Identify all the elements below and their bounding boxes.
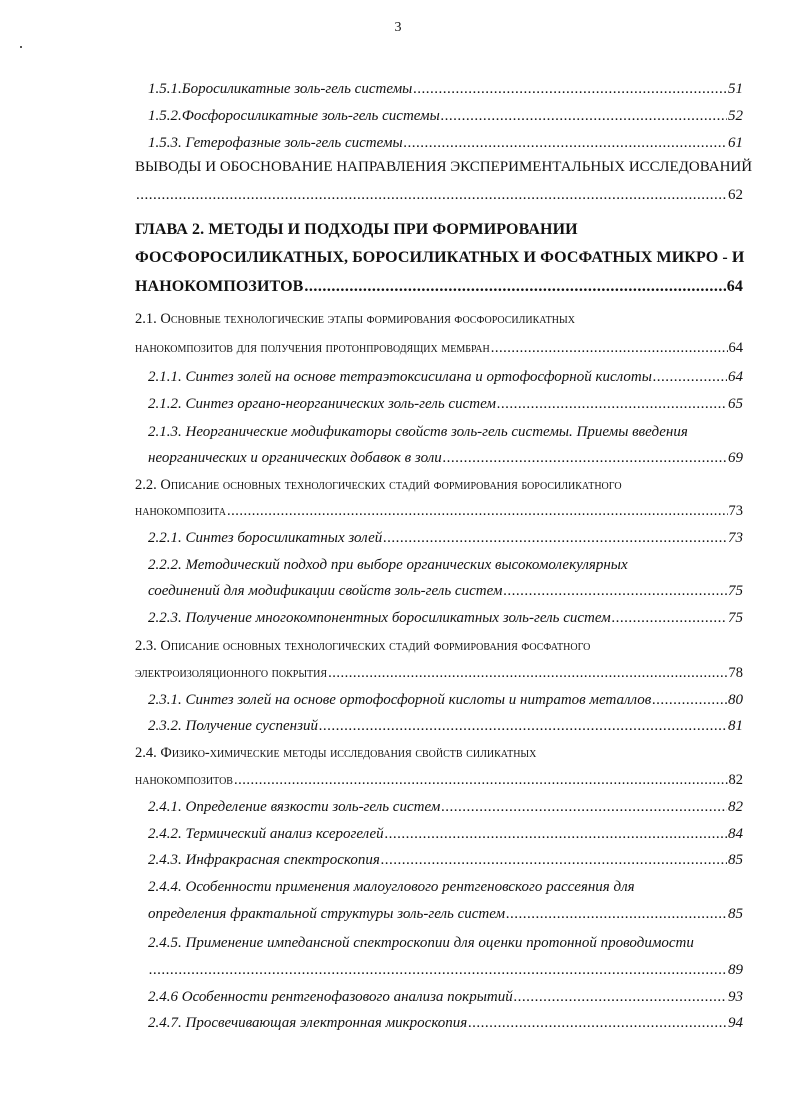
toc-section-2-2-line2[interactable] (135, 502, 743, 520)
toc-entry-title: соединений для модификации свойств золь-гель систем (148, 583, 503, 599)
toc-page: 82 (728, 772, 743, 788)
toc-entry-2-4-1[interactable] (148, 798, 743, 816)
chapter-title: НАНОКОМПОЗИТОВ (135, 278, 304, 295)
toc-entry-2-4-7[interactable] (148, 1014, 743, 1032)
dot-leader (136, 186, 727, 204)
toc-entry-title: 2.3.2. Получение суспензий (148, 718, 318, 734)
toc-section-2-4-line2[interactable] (135, 771, 743, 789)
toc-page: 65 (728, 396, 743, 412)
toc-entry-1-5-1[interactable] (148, 80, 743, 98)
dot-leader (441, 107, 727, 125)
toc-entry-title: нанокомпозита (135, 503, 226, 519)
toc-page: 93 (728, 989, 743, 1005)
dot-leader (506, 905, 727, 923)
toc-entry-title: 2.2. Описание основных технологических стадий формирования боросиликатного (135, 477, 622, 493)
dot-leader (612, 609, 727, 627)
toc-page: 85 (728, 906, 743, 922)
dot-leader (503, 582, 727, 600)
toc-chapter2-line3[interactable] (135, 278, 743, 296)
toc-section-2-3-line1[interactable] (135, 637, 743, 655)
toc-page: 80 (728, 692, 743, 708)
dot-leader (227, 502, 728, 520)
toc-entry-1-5-2[interactable] (148, 107, 743, 125)
dot-leader (383, 529, 727, 547)
chapter-title: ГЛАВА 2. МЕТОДЫ И ПОДХОДЫ ПРИ ФОРМИРОВАНИИ (135, 221, 578, 238)
scan-speck (20, 46, 22, 48)
dot-leader (497, 395, 727, 413)
toc-entry-2-4-6[interactable] (148, 988, 743, 1006)
dot-leader (653, 368, 727, 386)
toc-entry-title: 2.4.5. Применение импедансной спектроскопии для оценки протонной проводимости (148, 935, 694, 951)
toc-section-2-4-line1[interactable] (135, 744, 743, 762)
dot-leader (413, 80, 727, 98)
toc-entry-title: 2.4. Физико-химические методы исследования свойств силикатных (135, 745, 537, 761)
toc-entry-title: нанокомпозитов (135, 772, 233, 788)
toc-page: 75 (728, 610, 743, 626)
toc-section-2-1-line1[interactable] (135, 310, 743, 328)
toc-page: 69 (728, 450, 743, 466)
dot-leader (234, 771, 728, 789)
toc-entry-title: 1.5.2.Фосфоросиликатные золь-гель системы (148, 108, 440, 124)
toc-section-2-3-line2[interactable] (135, 664, 743, 682)
toc-entry-2-2-3[interactable] (148, 609, 743, 627)
toc-entry-title: 2.4.1. Определение вязкости золь-гель систем (148, 799, 441, 815)
toc-section-2-1-line2[interactable] (135, 339, 743, 357)
toc-entry-title: 2.3.1. Синтез золей на основе ортофосфорной кислоты и нитратов металлов (148, 692, 652, 708)
toc-entry-title: ВЫВОДЫ И ОБОСНОВАНИЕ НАПРАВЛЕНИЯ ЭКСПЕРИМЕНТАЛЬНЫХ ИССЛЕДОВАНИЙ (135, 159, 753, 175)
toc-entry-title: неорганических и органических добавок в золи (148, 450, 442, 466)
toc-entry-2-2-1[interactable] (148, 529, 743, 547)
toc-entry-title: 2.4.4. Особенности применения малоуглового рентгеновского рассеяния для (148, 879, 635, 895)
toc-page: 84 (728, 826, 743, 842)
toc-entry-2-4-5-line2[interactable] (148, 961, 743, 979)
toc-page: 73 (728, 530, 743, 546)
toc-entry-title: 2.1.1. Синтез золей на основе тетраэтоксисилана и ортофосфорной кислоты (148, 369, 652, 385)
toc-entry-title: 2.1. Основные технологические этапы формирования фосфоросиликатных (135, 311, 575, 327)
toc-section-2-2-line1[interactable] (135, 476, 743, 494)
toc-chapter2-line2[interactable] (135, 249, 743, 267)
toc-entry-2-2-2-line2[interactable] (148, 582, 743, 600)
toc-chapter2-line1[interactable] (135, 221, 743, 239)
toc-entry-title: определения фрактальной структуры золь-гель систем (148, 906, 506, 922)
toc-entry-title: 1.5.1.Боросиликатные золь-гель системы (148, 81, 413, 97)
toc-page: 89 (728, 962, 743, 978)
dot-leader (443, 449, 727, 467)
toc-entry-title: 2.4.7. Просвечивающая электронная микроскопия (148, 1015, 468, 1031)
toc-entry-2-4-3[interactable] (148, 851, 743, 869)
dot-leader (328, 664, 727, 682)
toc-conclusions-line1[interactable] (135, 158, 753, 176)
dot-leader (652, 691, 727, 709)
chapter-title: ФОСФОРОСИЛИКАТНЫХ, БОРОСИЛИКАТНЫХ И ФОСФАТНЫХ МИКРО - И (135, 249, 745, 266)
toc-page: 64 (726, 278, 743, 295)
dot-leader (514, 988, 727, 1006)
dot-leader (491, 339, 728, 357)
toc-entry-title: 2.4.2. Термический анализ ксерогелей (148, 826, 384, 842)
dot-leader (468, 1014, 727, 1032)
dot-leader (404, 134, 727, 152)
toc-entry-2-4-5-line1[interactable] (148, 934, 743, 952)
toc-entry-title: электроизоляционного покрытия (135, 665, 328, 681)
toc-page: 61 (728, 135, 743, 151)
dot-leader (319, 717, 727, 735)
toc-entry-2-1-3-line2[interactable] (148, 449, 743, 467)
toc-entry-2-1-1[interactable] (148, 368, 743, 386)
toc-entry-title: 2.2.3. Получение многокомпонентных боросиликатных золь-гель систем (148, 610, 611, 626)
dot-leader (381, 851, 727, 869)
toc-entry-title: 2.2.2. Методический подход при выборе органических высокомолекулярных (148, 557, 628, 573)
toc-entry-title: 2.2.1. Синтез боросиликатных золей (148, 530, 383, 546)
toc-entry-title: нанокомпозитов для получения протонпроводящих мембран (135, 340, 490, 356)
toc-page: 73 (728, 503, 743, 519)
toc-entry-title: 2.4.3. Инфракрасная спектроскопия (148, 852, 380, 868)
toc-page: 64 (728, 369, 743, 385)
dot-leader (149, 961, 727, 979)
toc-entry-2-4-4-line2[interactable] (148, 905, 743, 923)
toc-page: 82 (728, 799, 743, 815)
toc-entry-2-4-2[interactable] (148, 825, 743, 843)
toc-page: 51 (728, 81, 743, 97)
toc-page: 64 (728, 340, 743, 356)
toc-page: 75 (728, 583, 743, 599)
toc-entry-title: 2.1.3. Неорганические модификаторы свойств золь-гель системы. Приемы введения (148, 424, 688, 440)
toc-conclusions-line2[interactable] (135, 186, 743, 204)
toc-entry-1-5-3[interactable] (148, 134, 743, 152)
toc-page: 62 (728, 187, 743, 203)
dot-leader (441, 798, 727, 816)
toc-entry-2-3-1[interactable] (148, 691, 743, 709)
toc-entry-2-3-2[interactable] (148, 717, 743, 735)
dot-leader (385, 825, 727, 843)
toc-entry-2-2-2-line1[interactable] (148, 556, 743, 574)
toc-page: 85 (728, 852, 743, 868)
toc-entry-2-1-3-line1[interactable] (148, 423, 743, 441)
page-number: 3 (394, 20, 402, 35)
toc-page: 52 (728, 108, 743, 124)
toc-entry-title: 2.3. Описание основных технологических стадий формирования фосфатного (135, 638, 591, 654)
toc-page: 78 (728, 665, 743, 681)
toc-entry-title: 2.4.6 Особенности рентгенофазового анализа покрытий (148, 989, 513, 1005)
toc-entry-title: 1.5.3. Гетерофазные золь-гель системы (148, 135, 403, 151)
dot-leader (304, 278, 725, 296)
toc-entry-2-4-4-line1[interactable] (148, 878, 743, 896)
toc-entry-2-1-2[interactable] (148, 395, 743, 413)
toc-entry-title: 2.1.2. Синтез органо-неорганических золь-гель систем (148, 396, 496, 412)
toc-page: 94 (728, 1015, 743, 1031)
toc-page: 81 (728, 718, 743, 734)
